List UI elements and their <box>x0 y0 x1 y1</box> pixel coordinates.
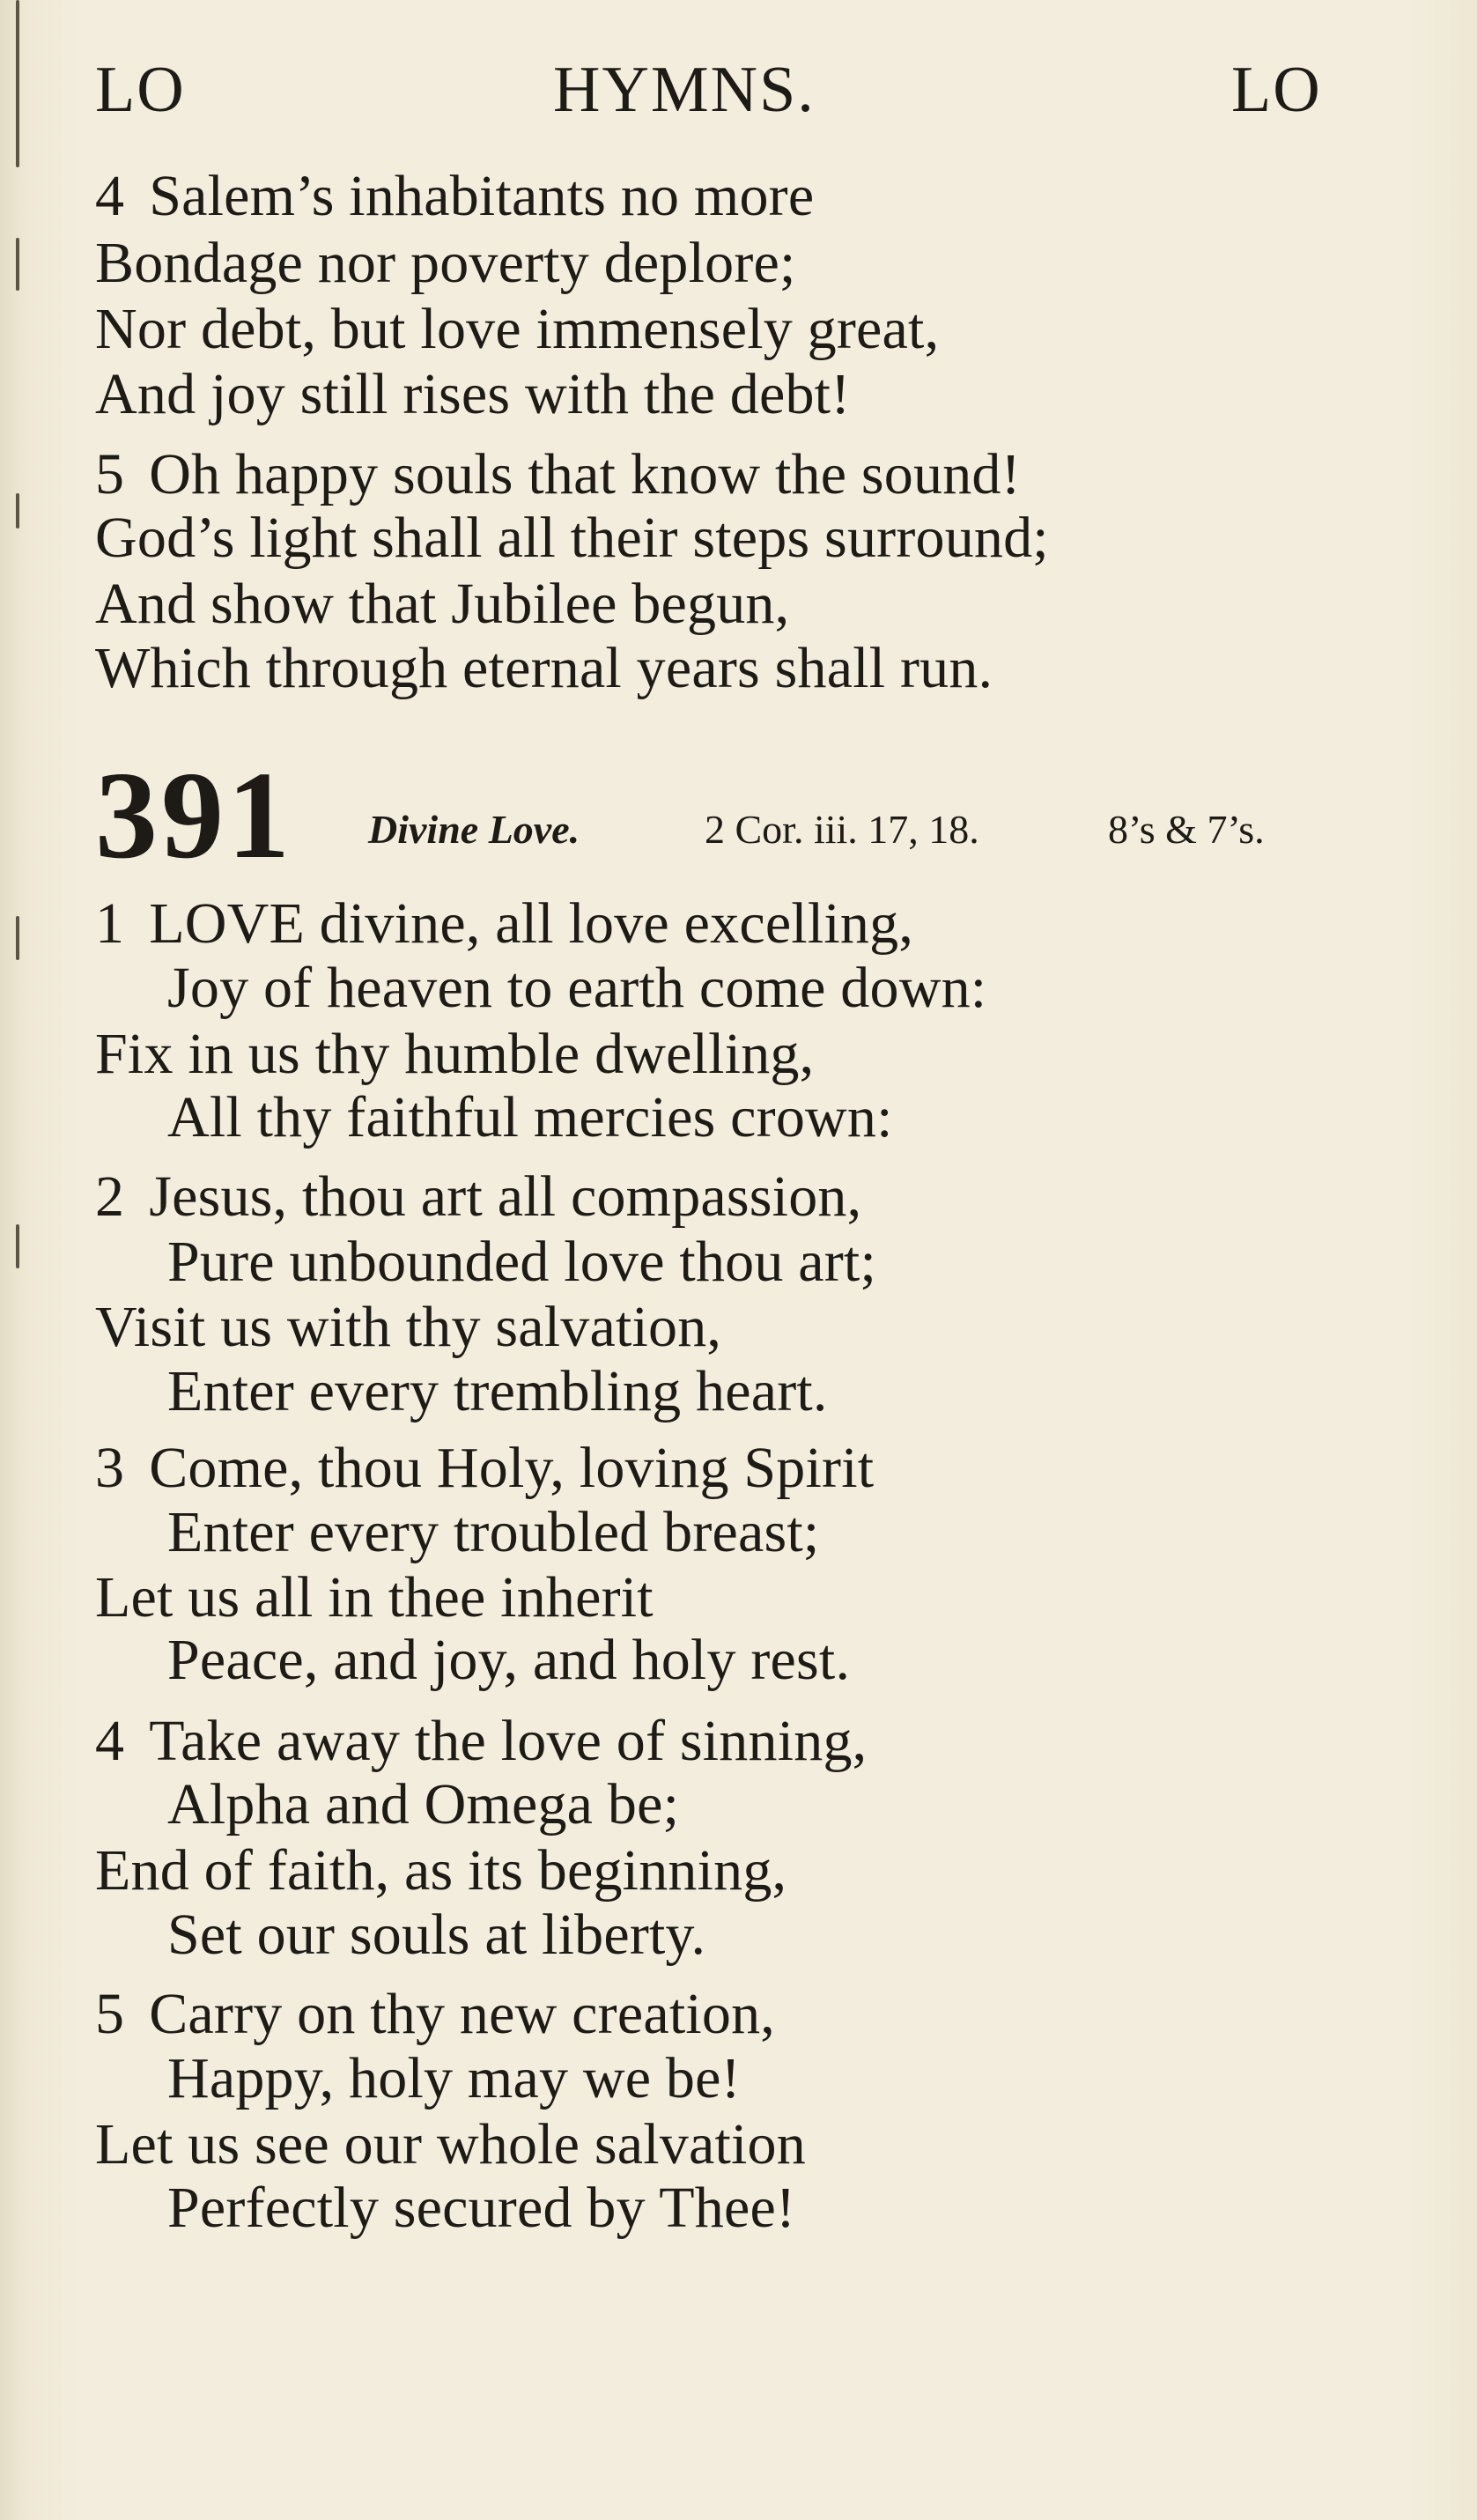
running-header <box>95 53 1328 141</box>
verse-line <box>95 1838 787 1903</box>
verse-line <box>95 891 913 957</box>
verse-text: Happy, holy may we be! <box>167 2046 741 2110</box>
verse-line <box>167 1500 819 1565</box>
verse-line <box>95 1709 867 1774</box>
header-left: LO <box>95 54 186 126</box>
gutter-line <box>16 1224 19 1268</box>
verse-line <box>167 1230 876 1295</box>
verse-text: Take away the love of sinning, <box>149 1709 868 1773</box>
verse-text: Fix in us thy humble dwelling, <box>95 1022 815 1086</box>
gutter-line <box>16 916 19 960</box>
hymn-title: Divine Love. <box>368 807 580 852</box>
header-right: LO <box>1231 54 1322 126</box>
scripture-reference: 2 Cor. iii. 17, 18. <box>705 807 979 852</box>
verse-line <box>95 1164 861 1230</box>
verse-number: 2 <box>95 1164 125 1229</box>
verse-number: 3 <box>95 1436 125 1500</box>
verse-line <box>167 1359 828 1424</box>
verse-line <box>95 572 789 637</box>
hymn-meter: 8’s & 7’s. <box>1108 807 1265 852</box>
verse-number: 4 <box>95 164 125 228</box>
verse-line <box>167 1772 679 1837</box>
verse-line <box>167 2176 795 2241</box>
verse-line <box>167 1085 893 1150</box>
verse-text: Come, thou Holy, loving Spirit <box>149 1436 875 1500</box>
header-title: HYMNS. <box>553 54 816 126</box>
verse-number: 1 <box>95 891 125 956</box>
verse-line <box>95 2112 806 2177</box>
verse-line <box>95 164 814 229</box>
verse-line <box>95 1295 721 1360</box>
verse-line <box>95 362 850 427</box>
verse-text: Visit us with thy salvation, <box>95 1295 722 1359</box>
verse-line <box>95 1022 814 1087</box>
verse-line <box>167 1628 850 1693</box>
gutter-line <box>16 238 19 291</box>
verse-line <box>95 1436 874 1501</box>
verse-text: Let us see our whole salvation <box>95 2112 806 2176</box>
verse-line <box>95 231 796 296</box>
verse-line <box>167 956 986 1021</box>
verse-line <box>95 442 1021 507</box>
verse-text: Enter every trembling heart. <box>167 1359 828 1423</box>
verse-line <box>95 1565 654 1630</box>
gutter-line <box>16 493 19 528</box>
hymn-heading <box>95 745 1363 884</box>
verse-text: Set our souls at liberty. <box>167 1903 706 1967</box>
verse-text: Salem’s inhabitants no more <box>149 164 815 228</box>
verse-text: God’s light shall all their steps surround; <box>95 506 1049 570</box>
verse-text: Which through eternal years shall run. <box>95 636 993 700</box>
verse-text: Carry on thy new creation, <box>149 1982 776 2046</box>
verse-text: All thy faithful mercies crown: <box>167 1085 893 1149</box>
verse-text: Enter every troubled breast; <box>167 1500 820 1564</box>
verse-text: Perfectly secured by Thee! <box>167 2176 796 2240</box>
verse-text: Nor debt, but love immensely great, <box>95 297 940 361</box>
verse-text: Alpha and Omega be; <box>167 1772 680 1836</box>
verse-line <box>95 506 1049 571</box>
verse-text: Jesus, thou art all compassion, <box>149 1164 862 1229</box>
verse-text: Oh happy souls that know the sound! <box>149 442 1021 506</box>
verse-number: 5 <box>95 1982 125 2046</box>
verse-text: And joy still rises with the debt! <box>95 362 851 426</box>
verse-text: LOVE divine, all love excelling, <box>149 891 914 956</box>
verse-line <box>95 636 993 701</box>
verse-text: End of faith, as its beginning, <box>95 1838 787 1903</box>
verse-line <box>167 1903 705 1968</box>
verse-text: Bondage nor poverty deplore; <box>95 231 796 295</box>
verse-text: Peace, and joy, and holy rest. <box>167 1628 851 1692</box>
verse-text: And show that Jubilee begun, <box>95 572 790 636</box>
verse-text: Joy of heaven to earth come down: <box>167 956 987 1020</box>
verse-number: 5 <box>95 442 125 506</box>
verse-text: Let us all in thee inherit <box>95 1565 654 1630</box>
verse-line <box>167 2046 741 2111</box>
verse-line <box>95 297 939 362</box>
hymn-number: 391 <box>95 745 293 884</box>
gutter-line <box>16 0 19 167</box>
verse-line <box>95 1982 775 2047</box>
verse-number: 4 <box>95 1709 125 1773</box>
verse-text: Pure unbounded love thou art; <box>167 1230 876 1294</box>
